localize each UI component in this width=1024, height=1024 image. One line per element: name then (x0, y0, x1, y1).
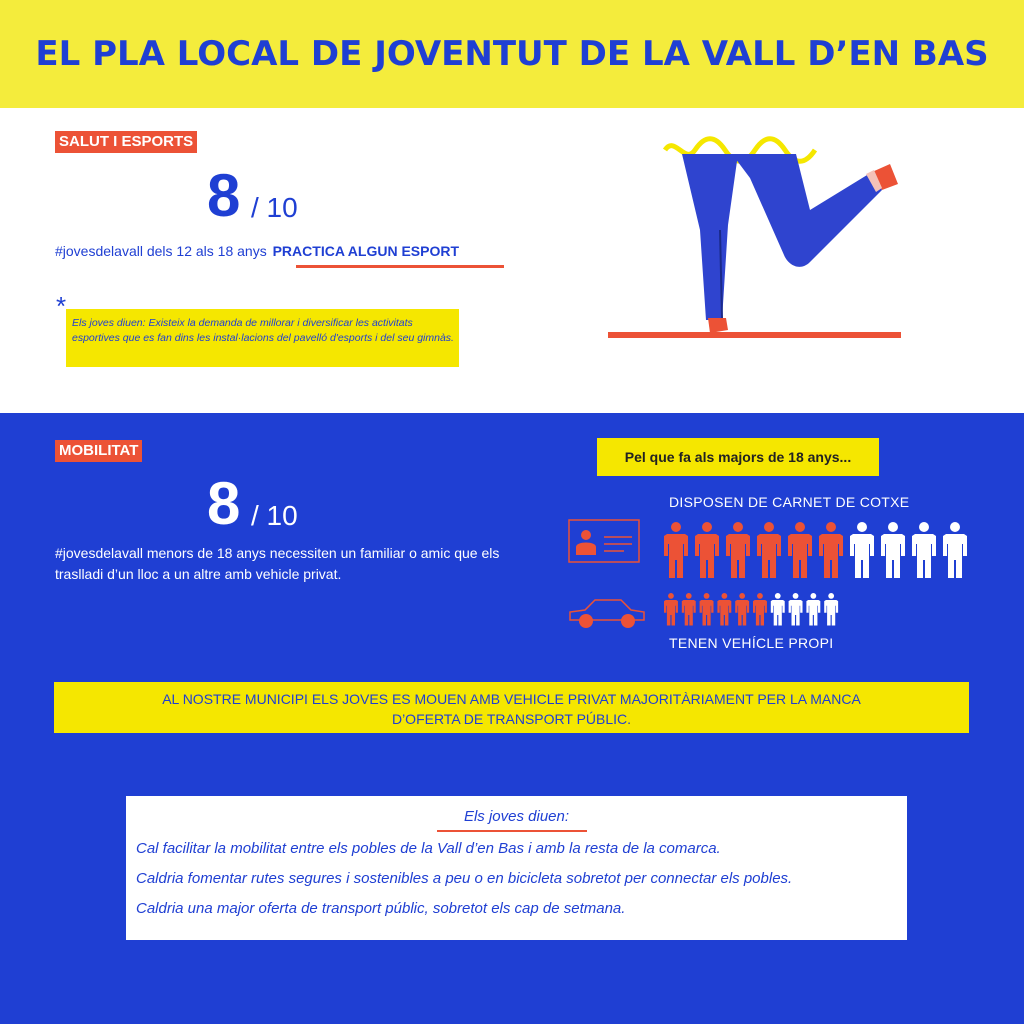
id-card-icon (568, 519, 640, 563)
person-icon (943, 522, 967, 578)
quotes-heading: Els joves diuen: (463, 808, 570, 825)
person-icon (912, 522, 936, 578)
mobilitat-stat-numerator: 8 (207, 470, 241, 537)
person-icon (771, 593, 785, 625)
mobilitat-tag: MOBILITAT (55, 440, 142, 462)
person-icon (789, 593, 803, 625)
quote-item: Cal facilitar la mobilitat entre els pobles de la Vall d’en Bas i amb la resta de la comarca. (136, 840, 721, 857)
asterisk-icon: * (56, 291, 67, 321)
salut-underline (296, 265, 504, 268)
person-icon (717, 593, 731, 625)
salut-stat-numerator: 8 (207, 162, 241, 229)
person-icon (881, 522, 905, 578)
running-legs-icon (600, 130, 920, 350)
quotes-underline (437, 830, 587, 832)
page-title: EL PLA LOCAL DE JOVENTUT DE LA VALL D’EN BAS (35, 34, 989, 74)
majors-label: Pel que fa als majors de 18 anys... (624, 449, 852, 465)
person-icon (664, 522, 688, 578)
person-icon (788, 522, 812, 578)
salut-text-plain: #jovesdelavall dels 12 als 18 anys (55, 243, 267, 259)
person-icon (726, 522, 750, 578)
license-people-chart (664, 522, 974, 582)
salut-tag: SALUT I ESPORTS (55, 131, 197, 153)
license-label: DISPOSEN DE CARNET DE COTXE (669, 494, 910, 510)
vehicle-label: TENEN VEHÍCLE PROPI (669, 635, 834, 651)
person-icon (824, 593, 838, 625)
person-icon (664, 593, 678, 625)
vehicle-people-chart (664, 593, 854, 629)
salut-stat-text (55, 243, 459, 259)
salut-stat-denominator: / 10 (251, 192, 298, 223)
person-icon (806, 593, 820, 625)
person-icon (695, 522, 719, 578)
quote-item: Caldria fomentar rutes segures i sostenibles a peu o en bicicleta sobretot per connectar els pobles. (136, 870, 793, 887)
person-icon (682, 593, 696, 625)
mobilitat-stat-denominator: / 10 (251, 500, 298, 531)
person-icon (757, 522, 781, 578)
banner-text: AL NOSTRE MUNICIPI ELS JOVES ES MOUEN AMB VEHICLE PRIVAT MAJORITÀRIAMENT PER LA MANCA D’OFERTA DE TRANSPORT PÚBLIC. (162, 691, 861, 727)
car-icon (567, 594, 647, 630)
salut-text-bold: PRACTICA ALGUN ESPORT (272, 243, 460, 259)
mobilitat-stat-text: #jovesdelavall menors de 18 anys necessiten un familiar o amic que els traslladi d’un lloc a un altre amb vehicle privat. (55, 545, 500, 582)
person-icon (850, 522, 874, 578)
person-icon (753, 593, 767, 625)
person-icon (735, 593, 749, 625)
person-icon (819, 522, 843, 578)
person-icon (700, 593, 714, 625)
salut-note-text: Els joves diuen: Existeix la demanda de millorar i diversificar les activitats esportives que es fan dins les instal·lacions del pavelló d'esports i del seu gimnàs. (72, 317, 454, 344)
quote-item: Caldria una major oferta de transport públic, sobretot els cap de setmana. (136, 900, 626, 917)
